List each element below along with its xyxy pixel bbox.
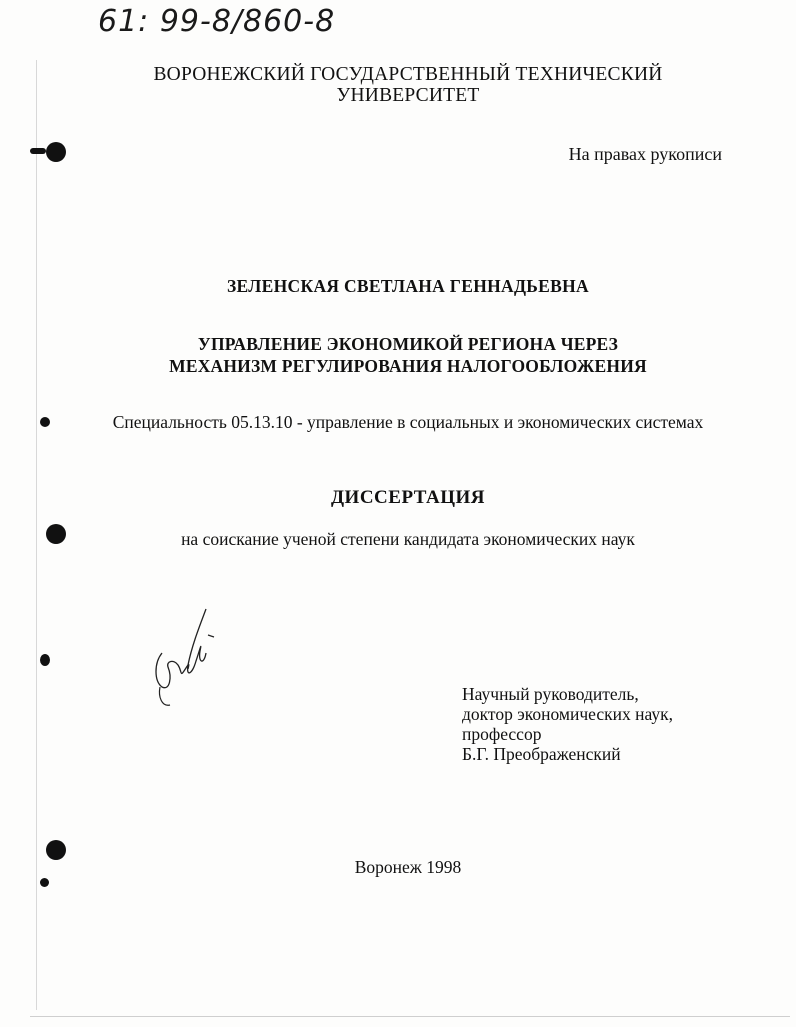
handwritten-signature (148, 605, 218, 715)
advisor-name: Б.Г. Преображенский (462, 744, 621, 764)
title-line-2: МЕХАНИЗМ РЕГУЛИРОВАНИЯ НАЛОГООБЛОЖЕНИЯ (169, 356, 647, 376)
advisor-rank: профессор (462, 724, 542, 744)
document-type: ДИССЕРТАЦИЯ (330, 487, 486, 508)
title-line-1: УПРАВЛЕНИЕ ЭКОНОМИКОЙ РЕГИОНА ЧЕРЕЗ (197, 334, 619, 354)
binding-hole-dot (46, 524, 66, 544)
binding-hole-dot (46, 840, 66, 860)
university-line-2: УНИВЕРСИТЕТ (336, 85, 480, 106)
binding-hole-dot (46, 142, 66, 162)
city-and-year: Воронеж 1998 (354, 857, 462, 877)
scientific-advisor-block (462, 684, 673, 764)
advisor-degree: доктор экономических наук, (462, 704, 673, 724)
university-name (120, 64, 696, 106)
binding-hole-dot (40, 878, 49, 887)
archive-code-handwritten: 61: 99-8/860-8 (98, 4, 336, 39)
specialty-line: Специальность 05.13.10 - управление в социальных и экономических системах (112, 412, 704, 432)
binding-arrow-mark (30, 148, 46, 154)
scan-bottom-line (30, 1016, 790, 1017)
manuscript-rights-note: На правах рукописи (568, 144, 722, 164)
university-line-1: ВОРОНЕЖСКИЙ ГОСУДАРСТВЕННЫЙ ТЕХНИЧЕСКИЙ (153, 64, 663, 85)
binding-hole-dot (40, 654, 50, 666)
degree-line: на соискание ученой степени кандидата экономических наук (181, 529, 635, 549)
author-name: ЗЕЛЕНСКАЯ СВЕТЛАНА ГЕННАДЬЕВНА (227, 276, 589, 296)
advisor-role: Научный руководитель, (462, 684, 639, 704)
dissertation-title (100, 333, 716, 377)
scan-margin-line (36, 60, 37, 1010)
